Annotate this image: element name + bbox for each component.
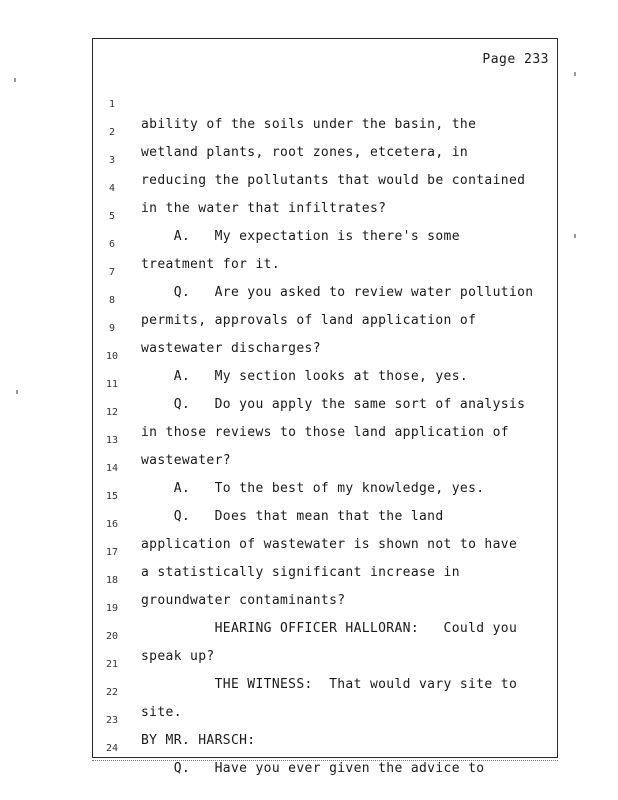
line-number: 23 — [105, 715, 119, 726]
line-number: 4 — [108, 183, 116, 194]
line-number: 14 — [105, 463, 119, 474]
line-text: HEARING OFFICER HALLORAN: Could you — [141, 621, 518, 636]
scan-artifact-mark — [16, 390, 18, 394]
line-number: 1 — [108, 99, 116, 110]
line-text: in those reviews to those land application of — [141, 425, 509, 440]
scan-artifact-mark — [574, 234, 576, 238]
line-text: A. My section looks at those, yes. — [141, 369, 469, 384]
line-text: THE WITNESS: That would vary site to — [141, 677, 518, 692]
transcript-page — [92, 38, 558, 776]
scan-artifact-mark — [14, 78, 16, 82]
transcript-line — [93, 75, 559, 132]
line-text: reducing the pollutants that would be contained — [141, 173, 526, 188]
line-number: 15 — [105, 491, 119, 502]
line-number: 13 — [105, 435, 119, 446]
line-text: Q. Does that mean that the land — [141, 509, 444, 524]
line-number: 11 — [105, 379, 119, 390]
scan-artifact-mark — [574, 72, 576, 76]
line-number: 17 — [105, 547, 119, 558]
line-number: 5 — [108, 211, 116, 222]
line-text: a statistically significant increase in — [141, 565, 460, 580]
line-text: wastewater? — [141, 453, 231, 468]
line-number: 19 — [105, 603, 119, 614]
line-text: application of wastewater is shown not to have — [141, 537, 518, 552]
line-text: permits, approvals of land application of — [141, 313, 477, 328]
line-text: speak up? — [141, 649, 215, 664]
page-number: Page 233 — [482, 52, 549, 67]
line-number: 10 — [105, 351, 119, 362]
line-text: treatment for it. — [141, 257, 281, 272]
line-text: Q. Do you apply the same sort of analysis — [141, 397, 526, 412]
line-number: 12 — [105, 407, 119, 418]
line-number: 18 — [105, 575, 119, 586]
scan-artifact-line — [92, 760, 558, 763]
line-number: 21 — [105, 659, 119, 670]
line-number: 9 — [108, 323, 116, 334]
line-number: 6 — [108, 239, 116, 250]
line-text: Q. Have you ever given the advice to — [141, 761, 485, 776]
line-text: in the water that infiltrates? — [141, 201, 387, 216]
line-number: 2 — [108, 127, 116, 138]
line-number: 3 — [108, 155, 116, 166]
line-number: 16 — [105, 519, 119, 530]
line-number: 20 — [105, 631, 119, 642]
line-text: site. — [141, 705, 182, 720]
line-text: Q. Are you asked to review water pollution — [141, 285, 534, 300]
line-text: ability of the soils under the basin, the — [141, 117, 477, 132]
line-text: BY MR. HARSCH: — [141, 733, 256, 748]
line-text: A. My expectation is there's some — [141, 229, 460, 244]
line-text: groundwater contaminants? — [141, 593, 346, 608]
line-number: 22 — [105, 687, 119, 698]
line-text: A. To the best of my knowledge, yes. — [141, 481, 485, 496]
line-text: wastewater discharges? — [141, 341, 321, 356]
line-text: wetland plants, root zones, etcetera, in — [141, 145, 469, 160]
line-number: 24 — [105, 743, 119, 754]
line-number: 7 — [108, 267, 116, 278]
line-number: 8 — [108, 295, 116, 306]
